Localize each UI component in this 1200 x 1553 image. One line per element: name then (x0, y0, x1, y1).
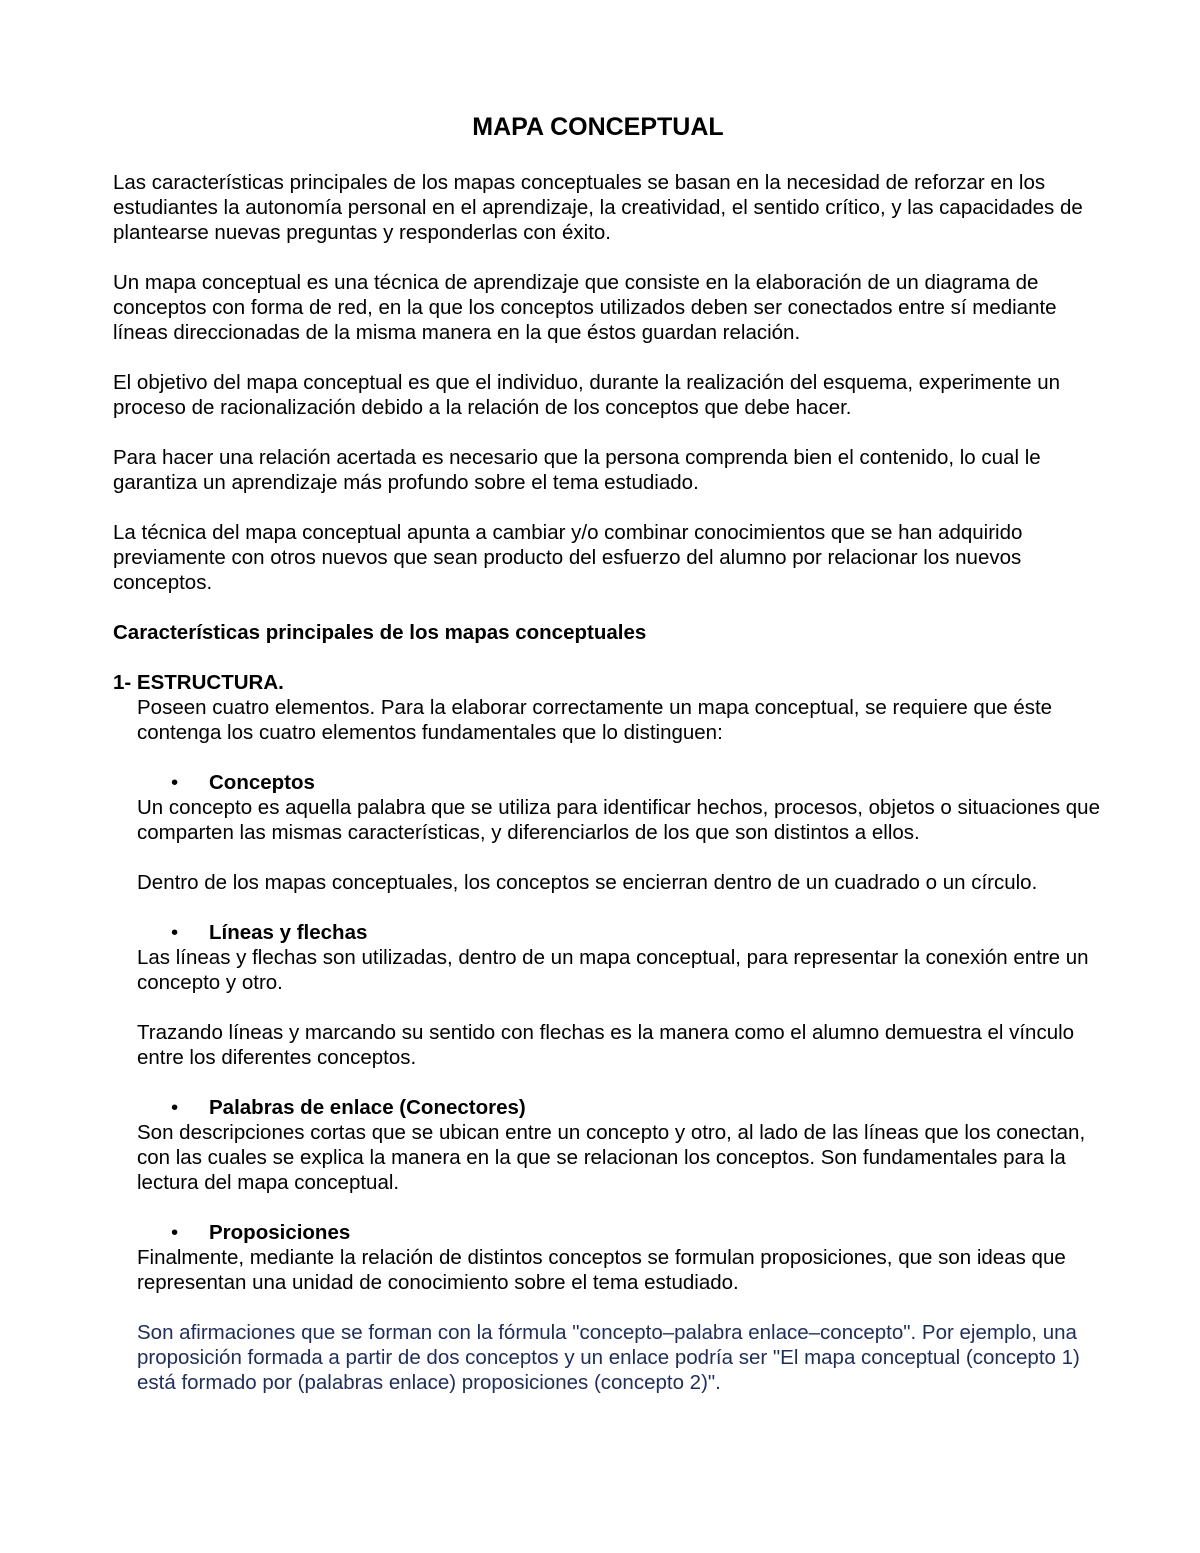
bullet-icon: • (171, 1221, 179, 1244)
bullet-icon: • (171, 1096, 179, 1119)
proposiciones-paragraph-2: Son afirmaciones que se forman con la fórmula "concepto–palabra enlace–concepto". Por ejemplo, una proposición formada a partir de dos conceptos y un enlace podría ser "El mapa conceptual (concepto 1) está formado por (palabras enlace) proposiciones (concepto 2)". (137, 1321, 1080, 1394)
enlace-paragraph-1: Son descripciones cortas que se ubican entre un concepto y otro, al lado de las líneas que los conectan, con las cuales se explica la manera en la que se relacionan los conceptos. Son fundamentales para la lectura del mapa conceptual. (137, 1121, 1086, 1194)
characteristics-heading: Características principales de los mapas conceptuales (113, 621, 647, 644)
structure-paragraph: Poseen cuatro elementos. Para la elaborar correctamente un mapa conceptual, se requiere que éste contenga los cuatro elementos fundamentales que lo distinguen: (137, 696, 1053, 744)
bullet-item-lineas-flechas (113, 920, 1103, 945)
bullet-item-conceptos (113, 770, 1103, 795)
bullet-icon: • (171, 921, 179, 944)
bullet-label: Líneas y flechas (209, 921, 368, 944)
intro-paragraph-2: Un mapa conceptual es una técnica de aprendizaje que consiste en la elaboración de un diagrama de conceptos con forma de red, en la que los conceptos utilizados deben ser conectados entre sí mediante líneas direccionadas de la misma manera en la que éstos guardan relación. (113, 271, 1057, 344)
conceptos-paragraph-1: Un concepto es aquella palabra que se utiliza para identificar hechos, procesos, objetos o situaciones que comparten las mismas características, y diferenciarlos de los que son distintos a ellos. (137, 796, 1100, 844)
conceptos-paragraph-2: Dentro de los mapas conceptuales, los conceptos se encierran dentro de un cuadrado o un círculo. (137, 871, 1038, 894)
proposiciones-paragraph-1: Finalmente, mediante la relación de distintos conceptos se formulan proposiciones, que son ideas que representan una unidad de conocimiento sobre el tema estudiado. (137, 1246, 1066, 1294)
document-title: MAPA CONCEPTUAL (472, 113, 724, 141)
bullet-item-palabras-enlace (113, 1095, 1103, 1120)
lineas-paragraph-1: Las líneas y flechas son utilizadas, dentro de un mapa conceptual, para representar la conexión entre un concepto y otro. (137, 946, 1089, 994)
lineas-paragraph-2: Trazando líneas y marcando su sentido con flechas es la manera como el alumno demuestra el vínculo entre los diferentes conceptos. (137, 1021, 1075, 1069)
intro-paragraph-5: La técnica del mapa conceptual apunta a cambiar y/o combinar conocimientos que se han adquirido previamente con otros nuevos que sean producto del esfuerzo del alumno por relacionar los nuevos conceptos. (113, 521, 1023, 594)
bullet-label: Proposiciones (209, 1221, 351, 1244)
intro-paragraph-3: El objetivo del mapa conceptual es que el individuo, durante la realización del esquema, experimente un proceso de racionalización debido a la relación de los conceptos que debe hacer. (113, 371, 1061, 419)
bullet-icon: • (171, 771, 179, 794)
bullet-label: Conceptos (209, 771, 315, 794)
bullet-item-proposiciones (113, 1220, 1103, 1245)
intro-paragraph-4: Para hacer una relación acertada es necesario que la persona comprenda bien el contenido, lo cual le garantiza un aprendizaje más profundo sobre el tema estudiado. (113, 446, 1041, 494)
structure-heading: 1- ESTRUCTURA. (113, 671, 284, 694)
bullet-label: Palabras de enlace (Conectores) (209, 1096, 526, 1119)
document-body (113, 110, 1103, 1420)
intro-paragraph-1: Las características principales de los mapas conceptuales se basan en la necesidad de reforzar en los estudiantes la autonomía personal en el aprendizaje, la creatividad, el sentido crítico, y las capacidades de plantearse nuevas preguntas y responderlas con éxito. (113, 171, 1083, 244)
